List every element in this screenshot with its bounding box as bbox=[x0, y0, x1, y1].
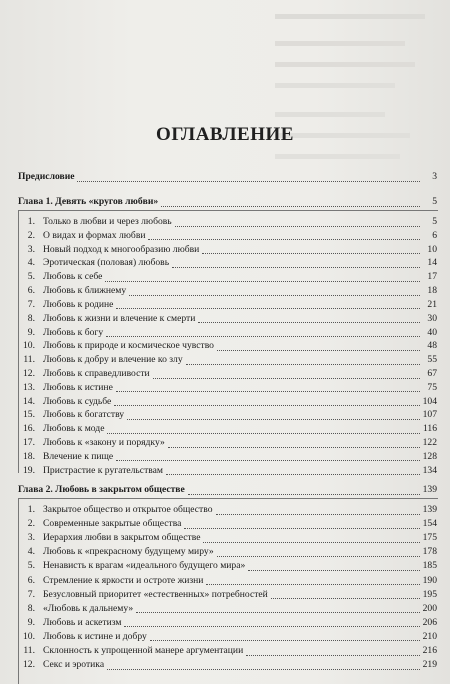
toc-item-label: Любовь к природе и космическое чувство bbox=[43, 340, 214, 352]
toc-item-page: 200 bbox=[422, 602, 437, 614]
toc-item-page: 30 bbox=[427, 312, 437, 324]
leader-dots bbox=[127, 411, 420, 420]
toc-item-number: 11. bbox=[23, 354, 35, 366]
toc-item-number: 2. bbox=[27, 518, 35, 530]
toc-item-number: 18. bbox=[23, 450, 35, 462]
toc-item[interactable] bbox=[18, 631, 437, 643]
toc-item[interactable] bbox=[18, 299, 437, 311]
leader-dots bbox=[107, 661, 420, 670]
leader-dots bbox=[248, 562, 419, 571]
toc-item-number: 1. bbox=[27, 216, 35, 227]
toc-item-page: 128 bbox=[422, 450, 437, 462]
toc-item-label: Влечение к пище bbox=[43, 450, 114, 462]
toc-item[interactable] bbox=[18, 465, 437, 477]
toc-item-page: 190 bbox=[422, 574, 437, 586]
toc-item-page: 5 bbox=[432, 216, 437, 227]
toc-item-number: 19. bbox=[23, 464, 35, 476]
toc-item-number: 10. bbox=[23, 630, 35, 642]
toc-item-label: Эротическая (половая) любовь bbox=[43, 257, 170, 269]
toc-item[interactable] bbox=[18, 504, 437, 516]
leader-dots bbox=[105, 273, 420, 282]
toc-item-number: 16. bbox=[23, 423, 35, 435]
toc-item-label: Любовь к ближнему bbox=[43, 285, 127, 297]
toc-item-page: 10 bbox=[427, 243, 437, 255]
toc-item[interactable] bbox=[18, 271, 437, 283]
chapter-2-top-rule bbox=[18, 498, 438, 499]
leader-dots bbox=[116, 452, 419, 461]
toc-item[interactable] bbox=[18, 589, 437, 601]
leader-dots bbox=[161, 198, 420, 207]
toc-item-number: 5. bbox=[27, 271, 35, 283]
toc-item-page: 14 bbox=[427, 257, 437, 269]
toc-item-number: 17. bbox=[23, 437, 35, 449]
toc-item-label: «Любовь к дальнему» bbox=[43, 602, 134, 614]
toc-item[interactable] bbox=[18, 354, 437, 366]
toc-item-page: 122 bbox=[422, 437, 437, 449]
toc-item-page: 6 bbox=[432, 229, 437, 241]
leader-dots bbox=[168, 439, 420, 448]
leader-dots bbox=[150, 632, 420, 641]
toc-item[interactable] bbox=[18, 313, 437, 325]
leader-dots bbox=[203, 534, 419, 543]
toc-item-page: 139 bbox=[422, 504, 437, 515]
toc-item[interactable] bbox=[18, 285, 437, 297]
toc-item-page: 134 bbox=[422, 464, 437, 476]
toc-item[interactable] bbox=[18, 532, 437, 544]
toc-item-page: 178 bbox=[422, 546, 437, 558]
toc-item-page: 75 bbox=[427, 381, 437, 393]
leader-dots bbox=[148, 231, 420, 240]
toc-item-page: 185 bbox=[422, 560, 437, 572]
toc-chapter-page: 5 bbox=[432, 196, 437, 207]
toc-item-label: Любовь к «закону и порядку» bbox=[43, 437, 165, 449]
toc-item-label: Любовь к богатству bbox=[43, 409, 125, 421]
toc-item-page: 21 bbox=[427, 298, 437, 310]
toc-item[interactable] bbox=[18, 645, 437, 657]
toc-item-number: 3. bbox=[27, 532, 35, 544]
toc-item-page: 40 bbox=[427, 326, 437, 338]
toc-chapter-2[interactable] bbox=[18, 484, 437, 496]
toc-item-label: Новый подход к многообразию любви bbox=[43, 243, 200, 255]
toc-item-number: 2. bbox=[27, 229, 35, 241]
toc-item-label: Любовь к справедливости bbox=[43, 368, 150, 380]
page-title: ОГЛАВЛЕНИЕ bbox=[156, 124, 294, 145]
leader-dots bbox=[188, 486, 420, 495]
leader-dots bbox=[166, 466, 420, 475]
toc-item-number: 6. bbox=[27, 574, 35, 586]
toc-item-page: 216 bbox=[422, 645, 437, 656]
toc-item-label: Стремление к яркости и остроте жизни bbox=[43, 574, 204, 586]
chapter-1-top-rule bbox=[18, 210, 438, 211]
toc-chapter-label: Глава 1. Девять «кругов любви» bbox=[18, 196, 159, 207]
toc-item[interactable] bbox=[18, 257, 437, 269]
toc-item[interactable] bbox=[18, 423, 437, 435]
toc-item[interactable] bbox=[18, 368, 437, 380]
toc-item-page: 17 bbox=[427, 271, 437, 283]
toc-item[interactable] bbox=[18, 340, 437, 352]
toc-item-label: Любовь к истине bbox=[43, 381, 113, 393]
toc-item-label: Любовь к богу bbox=[43, 326, 104, 338]
toc-item-number: 6. bbox=[27, 285, 35, 297]
toc-item[interactable] bbox=[18, 382, 437, 394]
leader-dots bbox=[217, 342, 420, 351]
toc-item-label: Безусловный приоритет «естественных» потребностей bbox=[43, 588, 268, 600]
leader-dots bbox=[77, 173, 420, 182]
leader-dots bbox=[136, 604, 419, 613]
toc-item-label: Современные закрытые общества bbox=[43, 518, 182, 530]
toc-chapter-page: 139 bbox=[422, 484, 437, 495]
leader-dots bbox=[106, 328, 420, 337]
toc-item-label: Любовь и аскетизм bbox=[43, 616, 122, 628]
toc-preface-label: Предисловие bbox=[18, 171, 75, 182]
leader-dots bbox=[186, 356, 420, 365]
toc-item-number: 7. bbox=[27, 298, 35, 310]
toc-item[interactable] bbox=[18, 603, 437, 615]
toc-item-label: Закрытое общество и открытое общество bbox=[43, 504, 213, 515]
toc-preface-page: 3 bbox=[432, 171, 437, 182]
toc-item-label: Любовь к моде bbox=[43, 423, 105, 435]
toc-item[interactable] bbox=[18, 437, 437, 449]
toc-item[interactable] bbox=[18, 617, 437, 629]
toc-item-number: 5. bbox=[27, 560, 35, 572]
leader-dots bbox=[206, 576, 419, 585]
toc-item[interactable] bbox=[18, 518, 437, 530]
toc-item[interactable] bbox=[18, 409, 437, 421]
toc-item-page: 55 bbox=[427, 354, 437, 366]
toc-chapter-label: Глава 2. Любовь в закрытом обществе bbox=[18, 484, 185, 495]
toc-item-number: 9. bbox=[27, 326, 35, 338]
toc-item-page: 48 bbox=[427, 340, 437, 352]
toc-item-label: Ненависть к врагам «идеального будущего мира» bbox=[43, 560, 246, 572]
toc-item-label: Любовь к добру и влечение ко злу bbox=[43, 354, 183, 366]
leader-dots bbox=[114, 397, 419, 406]
toc-item[interactable] bbox=[18, 659, 437, 671]
toc-item-page: 154 bbox=[422, 518, 437, 530]
toc-item-number: 3. bbox=[27, 243, 35, 255]
toc-item-label: Любовь к «прекрасному будущему миру» bbox=[43, 546, 214, 558]
leader-dots bbox=[217, 548, 420, 557]
leader-dots bbox=[198, 314, 420, 323]
leader-dots bbox=[175, 218, 420, 227]
toc-item-number: 15. bbox=[23, 409, 35, 421]
leader-dots bbox=[172, 259, 420, 268]
toc-item-label: Любовь к родине bbox=[43, 298, 114, 310]
toc-item-label: О видах и формах любви bbox=[43, 229, 146, 241]
toc-item[interactable] bbox=[18, 327, 437, 339]
toc-item-page: 219 bbox=[422, 659, 437, 671]
toc-item-number: 1. bbox=[27, 504, 35, 515]
toc-item-label: Секс и эротика bbox=[43, 659, 105, 671]
toc-item-number: 9. bbox=[27, 616, 35, 628]
leader-dots bbox=[153, 370, 420, 379]
toc-item-number: 12. bbox=[23, 659, 35, 671]
toc-item[interactable] bbox=[18, 396, 437, 408]
toc-item-label: Любовь к жизни и влечение к смерти bbox=[43, 312, 196, 324]
leader-dots bbox=[116, 300, 420, 309]
toc-item-page: 116 bbox=[422, 423, 437, 435]
toc-item[interactable] bbox=[18, 451, 437, 463]
toc-item-number: 14. bbox=[23, 395, 35, 407]
toc-item-number: 11. bbox=[23, 645, 35, 656]
toc-item[interactable] bbox=[18, 216, 437, 228]
toc-item-page: 18 bbox=[427, 285, 437, 297]
leader-dots bbox=[246, 647, 419, 656]
toc-item-number: 8. bbox=[27, 602, 35, 614]
toc-item-page: 175 bbox=[422, 532, 437, 544]
bleed-through-texture bbox=[275, 10, 440, 171]
toc-item-page: 104 bbox=[422, 395, 437, 407]
toc-item-number: 4. bbox=[27, 546, 35, 558]
toc-item-number: 13. bbox=[23, 381, 35, 393]
leader-dots bbox=[116, 383, 420, 392]
toc-item[interactable] bbox=[18, 575, 437, 587]
leader-dots bbox=[129, 287, 420, 296]
toc-item-page: 195 bbox=[422, 588, 437, 600]
toc-item[interactable] bbox=[18, 560, 437, 572]
toc-item-label: Любовь к себе bbox=[43, 271, 103, 283]
toc-item-number: 4. bbox=[27, 257, 35, 269]
toc-item-label: Склонность к упрощенной манере аргументации bbox=[43, 645, 244, 656]
toc-item[interactable] bbox=[18, 244, 437, 256]
toc-item-label: Иерархия любви в закрытом обществе bbox=[43, 532, 201, 544]
toc-item-page: 206 bbox=[422, 616, 437, 628]
leader-dots bbox=[184, 520, 419, 529]
toc-item-page: 210 bbox=[422, 630, 437, 642]
toc-item[interactable] bbox=[18, 230, 437, 242]
toc-item-label: Только в любви и через любовь bbox=[43, 216, 172, 227]
toc-item-label: Любовь к судьбе bbox=[43, 395, 112, 407]
toc-item-page: 107 bbox=[422, 409, 437, 421]
toc-item[interactable] bbox=[18, 546, 437, 558]
leader-dots bbox=[202, 245, 420, 254]
toc-chapter-1[interactable] bbox=[18, 196, 437, 208]
toc-item-number: 12. bbox=[23, 368, 35, 380]
toc-item-label: Любовь к истине и добру bbox=[43, 630, 147, 642]
leader-dots bbox=[216, 506, 420, 515]
toc-item-number: 10. bbox=[23, 340, 35, 352]
toc-item-number: 7. bbox=[27, 588, 35, 600]
toc-preface[interactable] bbox=[18, 171, 437, 183]
leader-dots bbox=[107, 425, 420, 434]
toc-item-label: Пристрастие к ругательствам bbox=[43, 464, 163, 476]
leader-dots bbox=[124, 618, 419, 627]
leader-dots bbox=[271, 590, 420, 599]
toc-item-page: 67 bbox=[427, 368, 437, 380]
toc-item-number: 8. bbox=[27, 312, 35, 324]
